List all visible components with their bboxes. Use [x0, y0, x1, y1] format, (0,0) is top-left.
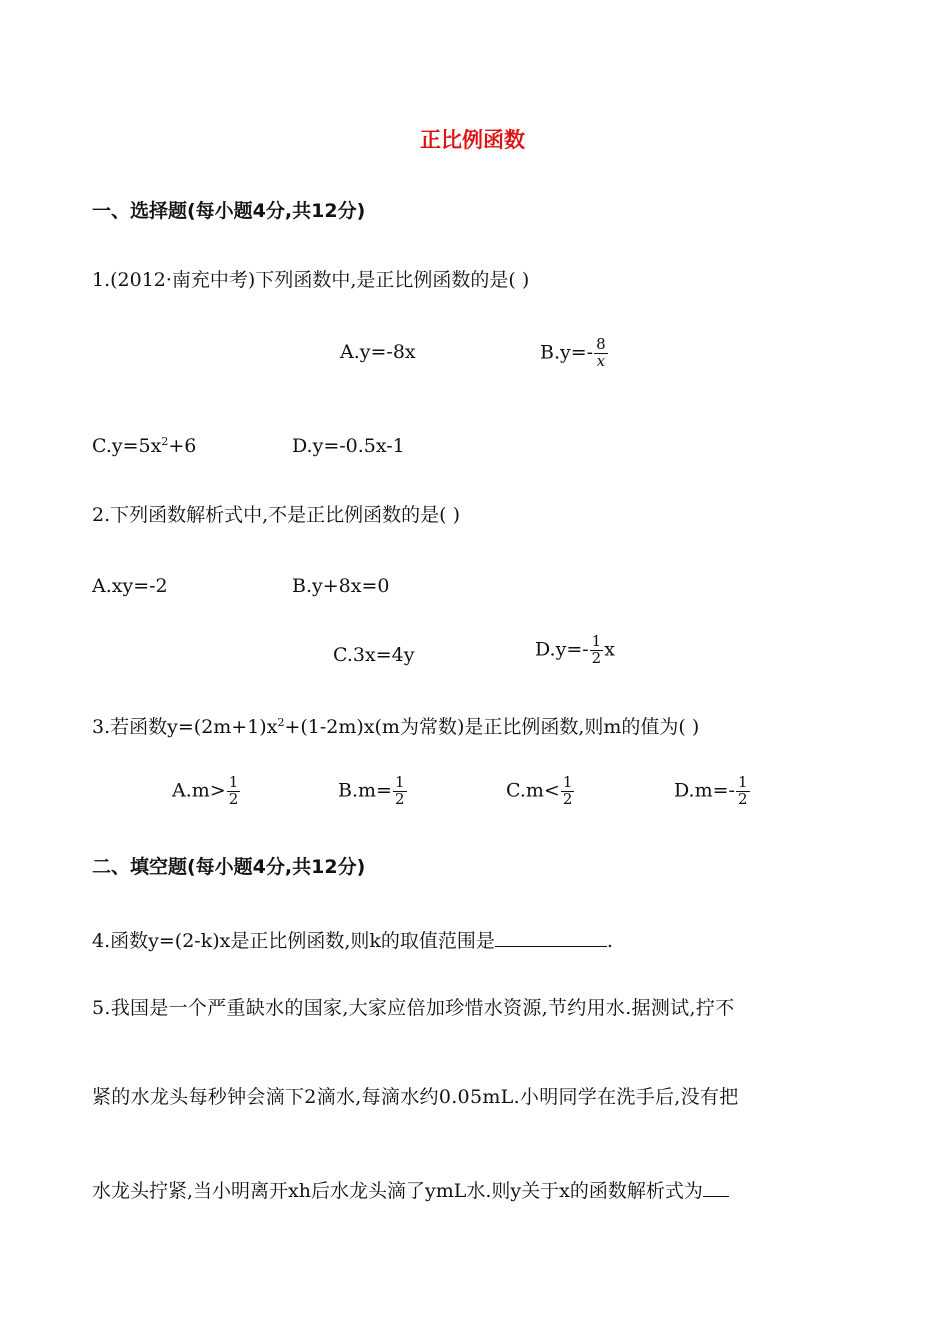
q4-stem: 4.函数y=(2-k)x是正比例函数,则k的取值范围是 .	[92, 930, 613, 952]
section1-heading: 一、选择题(每小题4分,共12分)	[92, 200, 366, 222]
q2-option-a: A.xy=-2	[92, 575, 168, 597]
q3-stem: 3.若函数$y=(2m+1)x^2+(1-2m)x(m$为常数)是正比例函数,则m的值为( )	[92, 716, 700, 738]
q2-option-d-fraction: $\frac{1}{2}$	[591, 632, 602, 667]
page-title: 正比例函数	[420, 128, 525, 152]
q3-option-d: D.m=- $\frac{1}{2}$	[674, 773, 748, 808]
q2-option-b: B.y+8x=0	[292, 575, 390, 597]
q3-option-b: B.m= $\frac{1}{2}$	[338, 773, 405, 808]
q4-answer-blank[interactable]	[495, 928, 607, 947]
q3-option-a-fraction: $\frac{1}{2}$	[228, 773, 239, 808]
q1-option-b-fraction: $\frac{8}{x}$	[596, 335, 606, 370]
q3-option-b-fraction: $\frac{1}{2}$	[394, 773, 405, 808]
q1-option-d: D.y=-0.5x-1	[292, 435, 405, 457]
q3-option-d-fraction: $\frac{1}{2}$	[737, 773, 748, 808]
q5-line-2: 紧的水龙头每秒钟会滴下2滴水,每滴水约0.05mL.小明同学在洗手后,没有把	[92, 1086, 739, 1108]
q3-option-c-fraction: $\frac{1}{2}$	[562, 773, 573, 808]
q2-stem: 2.下列函数解析式中,不是正比例函数的是( )	[92, 504, 461, 526]
q5-line-3: 水龙头拧紧,当小明离开xh后水龙头滴了ymL水.则y关于x的函数解析式为	[92, 1178, 729, 1201]
q3-option-a: A.m> $\frac{1}{2}$	[172, 773, 239, 808]
q5-answer-blank[interactable]	[703, 1178, 729, 1197]
q1-stem: 1.(2012·南充中考)下列函数中,是正比例函数的是( )	[92, 269, 530, 291]
q1-option-a: A.y=-8x	[340, 341, 416, 363]
q1-option-c: $C.y=5x^2+6$	[92, 435, 197, 457]
q5-line-1: 5.我国是一个严重缺水的国家,大家应倍加珍惜水资源,节约用水.据测试,拧不	[92, 997, 735, 1019]
q2-option-d: D.y=- $\frac{1}{2}$ x	[535, 632, 615, 667]
q3-option-c: C.m< $\frac{1}{2}$	[506, 773, 573, 808]
q1-option-b: B.y=- $\frac{8}{x}$	[540, 335, 606, 370]
section2-heading: 二、填空题(每小题4分,共12分)	[92, 856, 366, 878]
q2-option-c: C.3x=4y	[333, 644, 415, 666]
